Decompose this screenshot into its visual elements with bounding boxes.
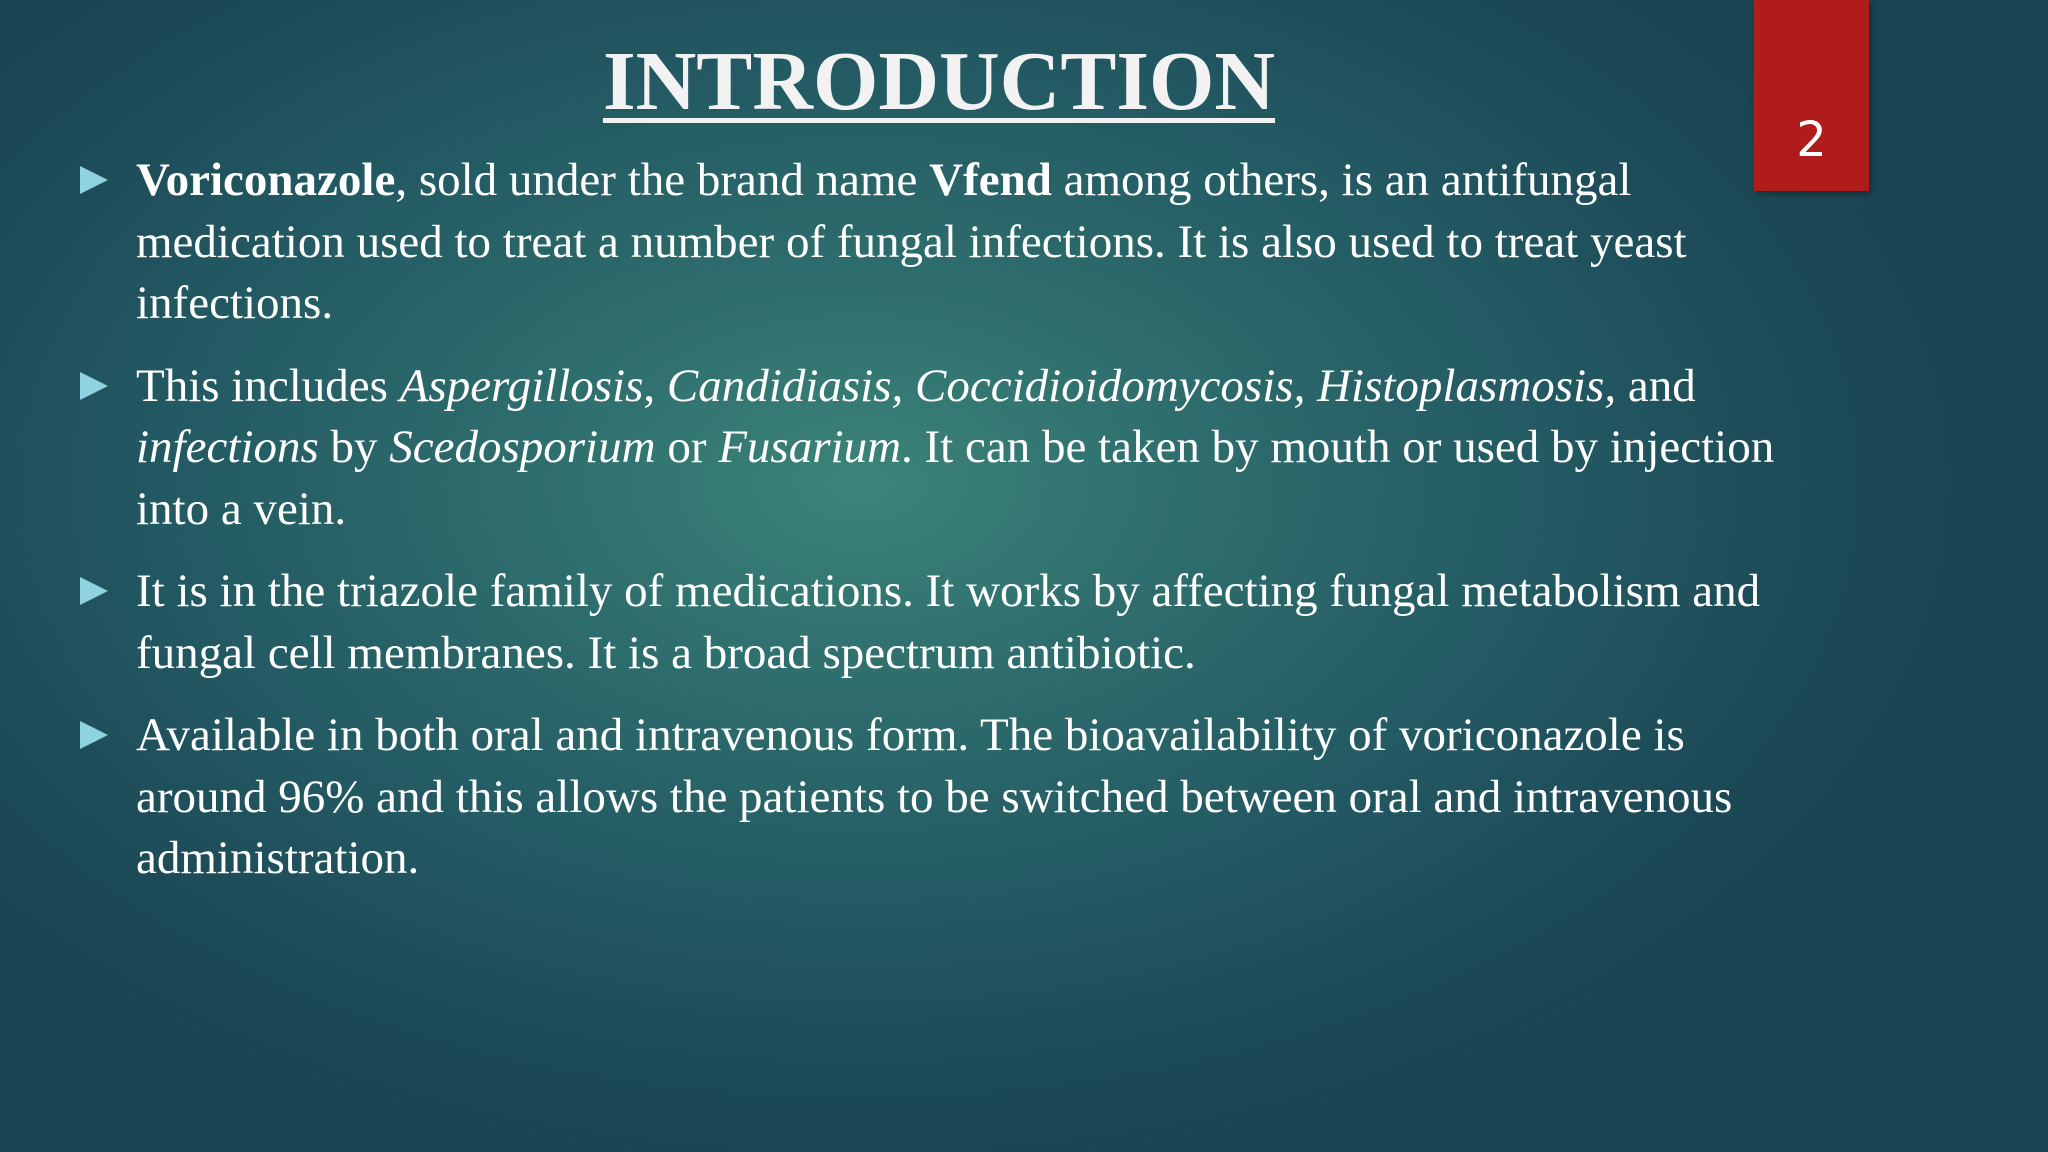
bullet-list: [80, 150, 1780, 911]
bullet-text: Available in both oral and intravenous form. The bioavailability of voriconazole is around 96% and this allows the patients to be switched between oral and intravenous administration.: [136, 709, 1733, 884]
text-segment: and: [1616, 359, 1696, 412]
bullet-text: It is in the triazole family of medications. It works by affecting fungal metabolism and fungal cell membranes. It is a broad spectrum antibiotic.: [136, 565, 1761, 679]
text-segment: or: [655, 421, 719, 473]
triangle-right-icon: [80, 577, 108, 605]
slide-title: INTRODUCTION: [602, 35, 1276, 128]
bullet-item: [80, 150, 1780, 335]
text-segment: . It can be taken by mouth or used by injection into a vein.: [136, 421, 1775, 535]
slide-title-container: [0, 34, 1878, 130]
text-segment: among others, is an antifungal medication used to treat a number of fungal infections. It is also used to treat yeast infections.: [136, 154, 1687, 329]
text-segment: by: [318, 421, 390, 473]
brand-name: Vfend: [929, 154, 1052, 206]
italic-term: infections: [136, 421, 319, 473]
italic-term: Scedosporium: [389, 421, 656, 473]
page-number: 2: [1796, 112, 1827, 168]
bullet-text: [136, 154, 1687, 329]
italic-term: Candidiasis, Coccidioidomycosis, Histoplasmosis,: [666, 359, 1617, 412]
text-segment: This includes: [136, 359, 400, 412]
text-segment: ,: [643, 359, 667, 412]
bullet-text: [136, 360, 1774, 535]
bullet-item: [80, 561, 1780, 684]
triangle-right-icon: [80, 721, 108, 749]
bullet-item: [80, 356, 1780, 541]
italic-term: Aspergillosis: [399, 359, 644, 412]
triangle-right-icon: [80, 372, 108, 400]
italic-term: Fusarium: [718, 421, 902, 473]
bullet-item: [80, 705, 1780, 890]
text-segment: , sold under the brand name: [395, 154, 930, 206]
drug-name: Voriconazole: [136, 154, 396, 206]
triangle-right-icon: [80, 166, 108, 194]
